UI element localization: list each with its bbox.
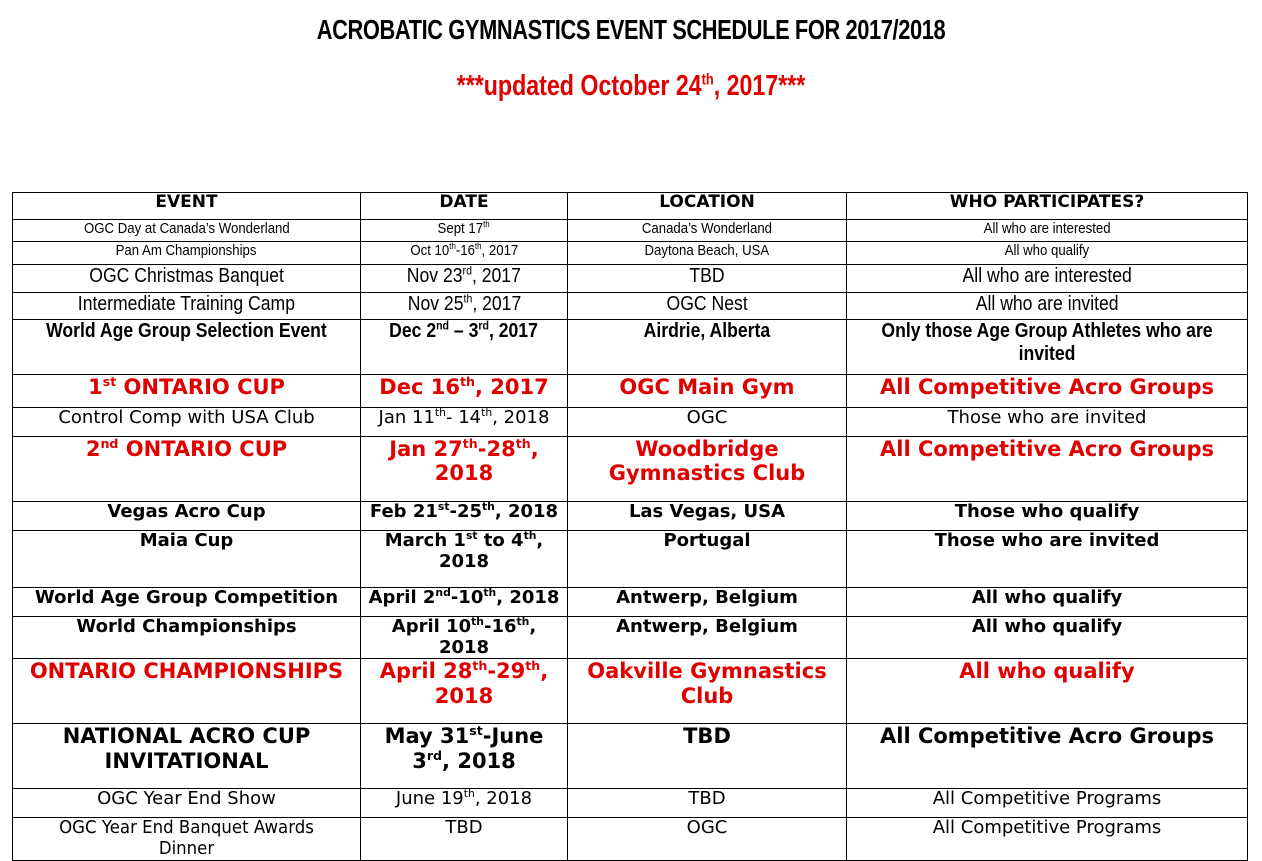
cell-superscript: th xyxy=(482,501,495,513)
cell-who xyxy=(847,531,1248,588)
cell-text-run: All Competitive Acro Groups xyxy=(880,724,1214,749)
cell-text-run: , 2017 xyxy=(481,242,518,259)
header-event: EVENT xyxy=(13,193,361,220)
cell-event xyxy=(13,617,361,659)
cell-text-run: OGC xyxy=(686,817,728,839)
cell-text-run: All who qualify xyxy=(971,616,1123,637)
cell-who xyxy=(847,818,1248,860)
cell-event xyxy=(13,265,361,293)
cell-text-run: Only those Age Group Athletes who are invited xyxy=(881,320,1213,365)
cell-date xyxy=(361,531,568,588)
cell-date xyxy=(361,724,568,789)
cell-location xyxy=(568,617,847,659)
cell-text xyxy=(30,659,343,683)
cell-text-run: -16 xyxy=(483,616,517,637)
cell-text-run: All Competitive Programs xyxy=(932,788,1162,810)
cell-who xyxy=(847,408,1248,437)
cell-text xyxy=(89,265,284,288)
cell-event xyxy=(13,818,361,860)
cell-text-run: May 31 xyxy=(384,724,470,749)
cell-text-run: Nov 25 xyxy=(407,293,464,315)
schedule-table-body xyxy=(13,193,1248,861)
cell-event xyxy=(13,220,361,242)
cell-text xyxy=(389,437,538,485)
cell-text xyxy=(390,320,539,343)
cell-text-run: Daytona Beach, USA xyxy=(644,242,770,259)
table-row xyxy=(13,617,1248,659)
cell-text-run: Oct 10 xyxy=(410,242,449,259)
cell-who xyxy=(847,375,1248,408)
cell-text-run: Those who are invited xyxy=(934,530,1160,551)
cell-text-run: All Competitive Acro Groups xyxy=(880,437,1214,461)
cell-text-run: , 2018 xyxy=(434,659,549,708)
cell-text-run: -29 xyxy=(487,659,526,684)
cell-text xyxy=(687,408,728,429)
cell-location xyxy=(568,320,847,375)
table-row xyxy=(13,724,1248,789)
cell-text-run: NATIONAL ACRO CUP INVITATIONAL xyxy=(62,724,311,773)
cell-superscript: th xyxy=(463,292,472,306)
table-row xyxy=(13,242,1248,265)
cell-text xyxy=(972,588,1122,609)
cell-text-run: OGC Year End Banquet Awards Dinner xyxy=(59,817,314,860)
cell-text-run: , 2018 xyxy=(438,616,537,658)
cell-text xyxy=(933,818,1162,839)
cell-text-run: OGC xyxy=(686,407,728,428)
table-row xyxy=(13,659,1248,724)
cell-text-run: , 2017 xyxy=(474,375,549,399)
cell-text xyxy=(97,789,276,810)
cell-who xyxy=(847,502,1248,531)
cell-text-run: TBD xyxy=(689,265,725,287)
table-row xyxy=(13,408,1248,437)
cell-who xyxy=(847,588,1248,617)
cell-location xyxy=(568,437,847,502)
cell-text-run: World Age Group Competition xyxy=(34,587,339,608)
cell-event xyxy=(13,531,361,588)
header-who: WHO PARTICIPATES? xyxy=(847,193,1248,220)
cell-superscript: th xyxy=(448,241,456,251)
cell-text xyxy=(88,375,285,399)
cell-who xyxy=(847,437,1248,502)
cell-event xyxy=(13,588,361,617)
cell-text xyxy=(140,531,234,552)
cell-text-run: OGC Year End Show xyxy=(97,788,276,810)
cell-superscript: rd xyxy=(478,319,490,333)
table-row xyxy=(13,531,1248,588)
cell-text xyxy=(972,617,1122,638)
cell-date xyxy=(361,293,568,320)
cell-who xyxy=(847,789,1248,818)
cell-text xyxy=(935,531,1160,552)
subtitle-sup: th xyxy=(701,71,714,89)
cell-text-run: ONTARIO CUP xyxy=(116,375,285,399)
cell-date xyxy=(361,588,568,617)
cell-text xyxy=(955,502,1139,523)
cell-text-run: TBD xyxy=(445,817,483,839)
cell-event xyxy=(13,320,361,375)
cell-superscript: th xyxy=(434,407,446,419)
cell-location xyxy=(568,659,847,724)
cell-text-run: -16 xyxy=(455,242,475,259)
cell-text xyxy=(370,502,558,523)
cell-location xyxy=(568,724,847,789)
cell-text-run: All who qualify xyxy=(959,659,1135,684)
header-date: DATE xyxy=(361,193,568,220)
cell-text xyxy=(379,375,548,399)
cell-text-run: , 2018 xyxy=(474,788,533,810)
cell-text-run: ONTARIO CHAMPIONSHIPS xyxy=(29,659,344,684)
cell-superscript: nd xyxy=(100,436,119,451)
cell-text-run: -June 3 xyxy=(412,724,544,773)
cell-text-run: , 2018 xyxy=(438,530,544,572)
cell-who xyxy=(847,724,1248,789)
cell-text xyxy=(410,242,518,259)
cell-superscript: th xyxy=(523,530,537,542)
cell-text xyxy=(392,617,536,658)
cell-superscript: th xyxy=(481,407,493,419)
cell-text xyxy=(644,320,771,343)
cell-text xyxy=(962,265,1131,288)
table-row xyxy=(13,588,1248,617)
cell-date xyxy=(361,265,568,293)
cell-text xyxy=(369,588,560,609)
cell-location xyxy=(568,242,847,265)
cell-text-run: Maia Cup xyxy=(139,530,234,551)
cell-event xyxy=(13,659,361,724)
cell-text-run: , 2018 xyxy=(434,437,539,486)
cell-location xyxy=(568,220,847,242)
cell-text xyxy=(407,293,521,316)
cell-text-run: Antwerp, Belgium xyxy=(616,587,798,608)
cell-superscript: th xyxy=(471,616,484,628)
cell-who xyxy=(847,659,1248,724)
cell-event xyxy=(13,408,361,437)
cell-text xyxy=(609,437,806,485)
cell-superscript: st xyxy=(102,374,117,389)
cell-text xyxy=(379,408,550,429)
cell-date xyxy=(361,502,568,531)
cell-text xyxy=(35,588,338,609)
cell-superscript: th xyxy=(462,436,478,451)
cell-text xyxy=(76,617,296,638)
cell-text-run: Woodbridge Gymnastics Club xyxy=(608,437,806,486)
cell-text xyxy=(438,220,490,237)
cell-text-run: , 2018 xyxy=(494,501,559,522)
cell-location xyxy=(568,408,847,437)
cell-text-run: -10 xyxy=(450,587,484,608)
cell-superscript: rd xyxy=(426,747,443,763)
cell-location xyxy=(568,588,847,617)
cell-location xyxy=(568,818,847,860)
cell-text-run: , 2017 xyxy=(489,320,539,342)
cell-text-run: All who are interested xyxy=(983,220,1111,237)
cell-text xyxy=(107,502,265,523)
cell-text xyxy=(688,789,725,810)
cell-text xyxy=(84,220,290,237)
cell-text-run: Jan 11 xyxy=(378,407,435,428)
cell-superscript: rd xyxy=(462,264,473,278)
cell-text-run: 2 xyxy=(85,437,101,461)
cell-text-run: April 10 xyxy=(391,616,472,637)
cell-text-run: April 28 xyxy=(379,659,473,684)
cell-superscript: th xyxy=(483,219,491,229)
cell-text-run: All who are interested xyxy=(962,265,1132,287)
table-row xyxy=(13,437,1248,502)
cell-text-run: 1 xyxy=(88,375,103,399)
cell-text-run: Sept 17 xyxy=(437,220,484,237)
cell-text-run: to 4 xyxy=(477,530,524,551)
cell-text xyxy=(880,724,1214,748)
table-row xyxy=(13,220,1248,242)
cell-superscript: nd xyxy=(436,319,450,333)
cell-text xyxy=(396,789,532,810)
cell-superscript: th xyxy=(459,374,475,389)
table-row xyxy=(13,293,1248,320)
cell-text xyxy=(948,408,1147,429)
cell-text-run: June 19 xyxy=(395,788,464,810)
cell-superscript: nd xyxy=(435,587,451,599)
cell-text-run: TBD xyxy=(688,788,726,810)
cell-text-run: Nov 23 xyxy=(406,265,463,287)
cell-location xyxy=(568,265,847,293)
cell-date xyxy=(361,320,568,375)
schedule-table xyxy=(12,192,1248,861)
document-title: ACROBATIC GYMNASTICS EVENT SCHEDULE FOR 2017/2018 xyxy=(316,14,946,45)
cell-superscript: st xyxy=(437,501,450,513)
cell-superscript: th xyxy=(474,241,482,251)
cell-text-run: -25 xyxy=(449,501,483,522)
table-row xyxy=(13,375,1248,408)
cell-text xyxy=(616,617,798,638)
cell-location xyxy=(568,502,847,531)
subtitle-prefix: ***updated October 24 xyxy=(456,70,702,102)
cell-text-run: , 2017 xyxy=(472,265,522,287)
cell-text xyxy=(78,293,295,316)
cell-superscript: th xyxy=(516,616,530,628)
cell-text-run: , 2018 xyxy=(492,407,550,428)
cell-text xyxy=(58,408,314,429)
table-row xyxy=(13,502,1248,531)
header-location: LOCATION xyxy=(568,193,847,220)
cell-text xyxy=(880,437,1214,461)
cell-who xyxy=(847,320,1248,375)
table-row xyxy=(13,320,1248,375)
cell-date xyxy=(361,617,568,659)
cell-event xyxy=(13,437,361,502)
cell-location xyxy=(568,293,847,320)
cell-date xyxy=(361,818,568,860)
cell-text xyxy=(616,588,798,609)
cell-superscript: th xyxy=(463,788,475,801)
cell-date xyxy=(361,220,568,242)
cell-superscript: th xyxy=(472,658,488,674)
cell-location xyxy=(568,531,847,588)
cell-text xyxy=(445,818,482,839)
cell-text-run: – 3 xyxy=(449,320,479,342)
cell-text-run: , 2018 xyxy=(496,587,560,608)
cell-who xyxy=(847,220,1248,242)
cell-text xyxy=(380,659,549,707)
table-row xyxy=(13,789,1248,818)
cell-text xyxy=(663,531,750,552)
cell-date xyxy=(361,242,568,265)
cell-text xyxy=(46,320,327,343)
cell-text-run: , 2017 xyxy=(471,293,521,315)
cell-text xyxy=(86,437,287,461)
cell-who xyxy=(847,242,1248,265)
cell-location xyxy=(568,789,847,818)
cell-text-run: March 1 xyxy=(384,530,466,551)
cell-event xyxy=(13,375,361,408)
cell-text xyxy=(683,724,731,748)
cell-text xyxy=(63,724,311,772)
cell-text xyxy=(31,818,343,859)
cell-text-run: Antwerp, Belgium xyxy=(616,616,798,637)
cell-text-run: Those who qualify xyxy=(954,501,1140,522)
cell-text-run: Control Comp with USA Club xyxy=(58,407,315,428)
cell-text-run: OGC Christmas Banquet xyxy=(89,265,284,287)
cell-text xyxy=(407,265,521,288)
cell-event xyxy=(13,293,361,320)
document-subtitle xyxy=(126,70,1136,103)
cell-event xyxy=(13,502,361,531)
cell-text xyxy=(116,242,257,259)
cell-text-run: World Championships xyxy=(76,616,297,637)
cell-text xyxy=(629,502,785,523)
cell-text-run: ONTARIO CUP xyxy=(118,437,288,461)
cell-date xyxy=(361,659,568,724)
cell-text-run: Oakville Gymnastics Club xyxy=(587,659,827,708)
table-row xyxy=(13,265,1248,293)
cell-superscript: st xyxy=(465,530,478,542)
cell-text xyxy=(933,789,1162,810)
cell-text-run: Intermediate Training Camp xyxy=(77,293,296,315)
cell-event xyxy=(13,242,361,265)
cell-superscript: th xyxy=(483,587,497,599)
subtitle-suffix: , 2017*** xyxy=(713,70,806,102)
cell-text-run: Feb 21 xyxy=(369,501,438,522)
cell-text xyxy=(619,375,794,399)
cell-who xyxy=(847,293,1248,320)
cell-text-run: Vegas Acro Cup xyxy=(107,501,266,522)
cell-event xyxy=(13,789,361,818)
cell-text-run: -28 xyxy=(477,437,516,461)
cell-text-run: Portugal xyxy=(663,530,751,551)
table-row xyxy=(13,818,1248,860)
cell-superscript: th xyxy=(525,658,541,674)
cell-superscript: th xyxy=(515,436,531,451)
cell-text-run: World Age Group Selection Event xyxy=(46,320,327,342)
cell-text-run: April 2 xyxy=(368,587,436,608)
cell-text-run: Pan Am Championships xyxy=(116,242,257,259)
cell-text-run: , 2018 xyxy=(442,748,516,773)
cell-text-run: All who qualify xyxy=(1004,242,1090,259)
cell-text-run: Airdrie, Alberta xyxy=(643,320,771,342)
cell-text xyxy=(1005,242,1089,259)
header-row xyxy=(13,193,1248,220)
cell-text-run: Dec 16 xyxy=(379,375,460,399)
cell-text-run: All who are invited xyxy=(975,293,1119,315)
cell-date xyxy=(361,789,568,818)
cell-text xyxy=(587,659,826,707)
cell-text-run: - 14 xyxy=(445,407,482,428)
cell-text-run: All who qualify xyxy=(971,587,1123,608)
cell-text xyxy=(875,320,1220,366)
cell-text-run: TBD xyxy=(683,724,731,749)
cell-text xyxy=(959,659,1134,683)
cell-superscript: st xyxy=(469,723,483,739)
cell-text-run: Jan 27 xyxy=(389,437,463,461)
cell-text-run: Canada’s Wonderland xyxy=(641,220,773,237)
cell-text xyxy=(976,293,1119,316)
cell-text-run: Dec 2 xyxy=(389,320,437,342)
cell-date xyxy=(361,437,568,502)
cell-text xyxy=(984,220,1111,237)
cell-text-run: Those who are invited xyxy=(947,407,1147,428)
cell-who xyxy=(847,265,1248,293)
cell-text-run: Las Vegas, USA xyxy=(628,501,786,522)
cell-event xyxy=(13,724,361,789)
cell-text xyxy=(385,724,544,772)
cell-text xyxy=(880,375,1214,399)
cell-date xyxy=(361,408,568,437)
cell-text xyxy=(642,220,772,237)
cell-text-run: OGC Day at Canada’s Wonderland xyxy=(83,220,290,237)
cell-text-run: All Competitive Acro Groups xyxy=(880,375,1214,399)
cell-text xyxy=(645,242,770,259)
cell-text xyxy=(687,818,728,839)
cell-location xyxy=(568,375,847,408)
cell-text-run: All Competitive Programs xyxy=(932,817,1162,839)
cell-text-run: OGC Nest xyxy=(666,293,748,315)
cell-who xyxy=(847,617,1248,659)
cell-text xyxy=(385,531,544,572)
cell-date xyxy=(361,375,568,408)
cell-text xyxy=(689,265,724,288)
cell-text xyxy=(666,293,747,316)
cell-text-run: OGC Main Gym xyxy=(619,375,795,399)
